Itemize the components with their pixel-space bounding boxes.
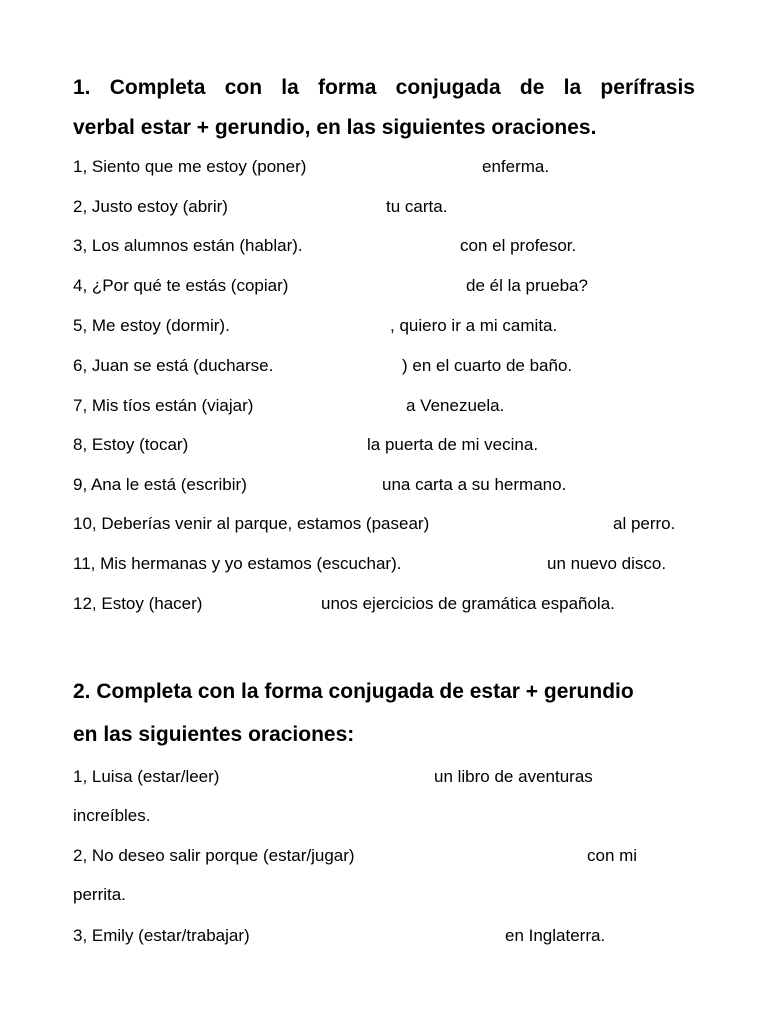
item-continuation: increíbles.: [73, 806, 151, 825]
section1-title-line2: verbal estar + gerundio, en las siguientes oraciones.: [73, 116, 597, 139]
item-rest: enferma.: [482, 157, 550, 176]
item-rest: una carta a su hermano.: [382, 475, 567, 494]
section2-title-line2: en las siguientes oraciones:: [73, 723, 355, 746]
section1-title-line1: 1. Completa con la forma conjugada de la perífrasis: [73, 76, 695, 99]
item-rest: a Venezuela.: [406, 396, 505, 415]
item-prompt: 4, ¿Por qué te estás (copiar): [73, 276, 289, 295]
item-rest: ) en el cuarto de baño.: [402, 356, 573, 375]
item-prompt: 1, Siento que me estoy (poner): [73, 157, 307, 176]
item-rest: un nuevo disco.: [547, 554, 667, 573]
item-prompt: 2, No deseo salir porque (estar/jugar): [73, 846, 355, 865]
item-rest: tu carta.: [386, 197, 448, 216]
item-rest: en Inglaterra.: [505, 926, 606, 945]
item-prompt: 1, Luisa (estar/leer): [73, 767, 220, 786]
item-prompt: 2, Justo estoy (abrir): [73, 197, 228, 216]
item-rest: con mi: [587, 846, 638, 865]
item-prompt: 7, Mis tíos están (viajar): [73, 396, 254, 415]
item-prompt: 3, Los alumnos están (hablar).: [73, 236, 303, 255]
item-rest: unos ejercicios de gramática española.: [321, 594, 615, 613]
item-continuation: perrita.: [73, 885, 126, 904]
item-prompt: 10, Deberías venir al parque, estamos (pasear): [73, 514, 430, 533]
item-prompt: 3, Emily (estar/trabajar): [73, 926, 250, 945]
item-prompt: 11, Mis hermanas y yo estamos (escuchar).: [73, 554, 402, 573]
section2-title-line1: 2. Completa con la forma conjugada de estar + gerundio: [73, 680, 634, 703]
item-prompt: 8, Estoy (tocar): [73, 435, 189, 454]
item-rest: un libro de aventuras: [434, 767, 593, 786]
item-rest: de él la prueba?: [466, 276, 588, 295]
item-prompt: 5, Me estoy (dormir).: [73, 316, 230, 335]
item-prompt: 12, Estoy (hacer): [73, 594, 203, 613]
item-rest: al perro.: [613, 514, 676, 533]
item-rest: , quiero ir a mi camita.: [390, 316, 558, 335]
item-prompt: 6, Juan se está (ducharse.: [73, 356, 274, 375]
item-rest: la puerta de mi vecina.: [367, 435, 539, 454]
item-prompt: 9, Ana le está (escribir): [73, 475, 247, 494]
item-rest: con el profesor.: [460, 236, 577, 255]
